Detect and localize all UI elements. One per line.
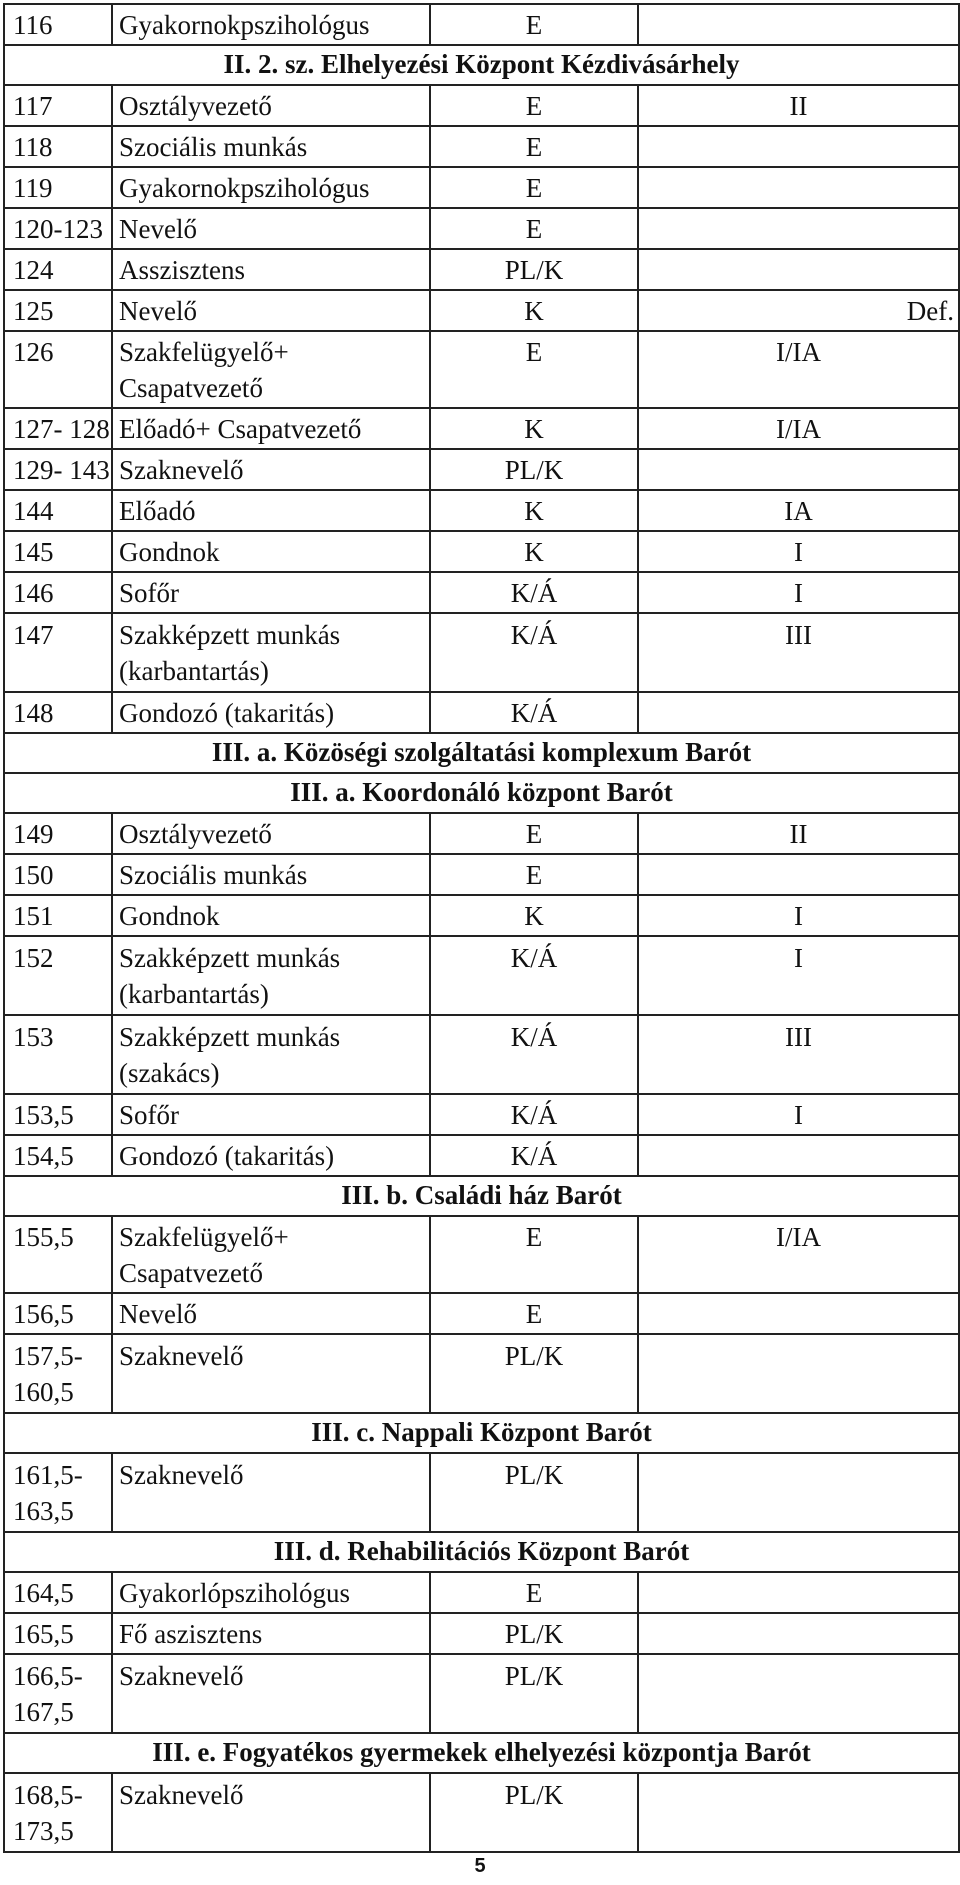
position-number: [4, 408, 112, 449]
table-row: [4, 1334, 959, 1413]
position-title-line2: (szakács): [119, 1058, 220, 1088]
position-title: [112, 813, 430, 854]
position-number: [4, 613, 112, 692]
position-number: [4, 1015, 112, 1094]
position-title-line: Gondozó (takaritás): [119, 698, 335, 728]
position-number-line: 120-123: [13, 214, 103, 244]
position-title: [112, 1654, 430, 1733]
position-number-line: 166,5-: [13, 1661, 83, 1691]
position-number: [4, 1773, 112, 1852]
position-number: [4, 813, 112, 854]
section-title: III. a. Koordonáló központ Barót: [4, 773, 959, 813]
position-type: K/Á: [430, 1015, 638, 1094]
table-row: [4, 4, 959, 45]
section-title: II. 2. sz. Elhelyezési Központ Kézdivásárhely: [4, 45, 959, 85]
position-number: [4, 4, 112, 45]
position-title-line: Szaknevelő: [119, 1661, 244, 1691]
position-title: [112, 1613, 430, 1654]
position-grade: [638, 1613, 959, 1654]
table-row: [4, 854, 959, 895]
table-row: [4, 1135, 959, 1176]
staff-table: [3, 3, 960, 1853]
table-row: [4, 1453, 959, 1532]
position-number-line: 147: [13, 620, 54, 650]
position-type: PL/K: [430, 1773, 638, 1852]
position-type: K: [430, 408, 638, 449]
position-number: [4, 1453, 112, 1532]
position-number-line2: 167,5: [13, 1697, 74, 1727]
position-type: PL/K: [430, 1654, 638, 1733]
position-number: [4, 1216, 112, 1293]
position-type: K: [430, 531, 638, 572]
position-number-line: 164,5: [13, 1578, 74, 1608]
position-title: [112, 1773, 430, 1852]
section-title: III. b. Családi ház Barót: [4, 1176, 959, 1216]
position-title: [112, 854, 430, 895]
position-number-line: 155,5: [13, 1222, 74, 1252]
position-number-line: 157,5-: [13, 1341, 83, 1371]
table-row: [4, 813, 959, 854]
position-grade: I: [638, 572, 959, 613]
position-number: [4, 531, 112, 572]
position-grade: [638, 1453, 959, 1532]
position-number-line: 153,5: [13, 1100, 74, 1130]
position-title: [112, 1094, 430, 1135]
position-number: [4, 854, 112, 895]
position-grade: [638, 1773, 959, 1852]
position-title-line: Szaknevelő: [119, 455, 244, 485]
position-number-line: 146: [13, 578, 54, 608]
table-row: [4, 1773, 959, 1852]
table-row: [4, 1094, 959, 1135]
staff-table-body: [4, 4, 959, 1852]
position-number-line: 152: [13, 943, 54, 973]
table-row: [4, 613, 959, 692]
position-grade: IA: [638, 490, 959, 531]
position-grade: I/IA: [638, 1216, 959, 1293]
position-title-line: Gondozó (takaritás): [119, 1141, 335, 1171]
section-title: III. c. Nappali Központ Barót: [4, 1413, 959, 1453]
position-type: K/Á: [430, 692, 638, 733]
position-grade: [638, 167, 959, 208]
position-type: K/Á: [430, 572, 638, 613]
position-title: [112, 249, 430, 290]
position-type: PL/K: [430, 449, 638, 490]
position-number-line: 125: [13, 296, 54, 326]
position-title: [112, 4, 430, 45]
position-title: [112, 126, 430, 167]
table-row: [4, 692, 959, 733]
position-title: [112, 290, 430, 331]
position-number: [4, 1613, 112, 1654]
position-number-line: 149: [13, 819, 54, 849]
position-title: [112, 1135, 430, 1176]
position-title-line: Előadó+ Csapatvezető: [119, 414, 362, 444]
position-grade: [638, 208, 959, 249]
position-number: [4, 208, 112, 249]
table-row: [4, 1216, 959, 1293]
position-number-line: 151: [13, 901, 54, 931]
table-row: [4, 531, 959, 572]
position-type: K/Á: [430, 1094, 638, 1135]
position-number: [4, 331, 112, 408]
position-number-line: 124: [13, 255, 54, 285]
position-title-line: Gondnok: [119, 901, 220, 931]
position-type: PL/K: [430, 1453, 638, 1532]
position-title-line2: (karbantartás): [119, 979, 269, 1009]
position-title-line: Nevelő: [119, 1299, 197, 1329]
position-grade: I: [638, 936, 959, 1015]
position-title: [112, 167, 430, 208]
position-title: [112, 531, 430, 572]
position-grade: [638, 1654, 959, 1733]
position-grade: I: [638, 1094, 959, 1135]
position-number: [4, 85, 112, 126]
position-type: E: [430, 1572, 638, 1613]
position-number-line2: 163,5: [13, 1496, 74, 1526]
position-title-line: Asszisztens: [119, 255, 245, 285]
section-title: III. a. Közöségi szolgáltatási komplexum Barót: [4, 733, 959, 773]
position-title-line: Gondnok: [119, 537, 220, 567]
position-title: [112, 490, 430, 531]
position-number-line: 144: [13, 496, 54, 526]
position-number-line: 117: [13, 91, 53, 121]
position-grade: [638, 1334, 959, 1413]
table-row: [4, 1654, 959, 1733]
position-grade: [638, 1572, 959, 1613]
position-title-line: Szakképzett munkás: [119, 943, 341, 973]
page-number: 5: [474, 1855, 486, 1877]
position-title: [112, 572, 430, 613]
position-type: E: [430, 331, 638, 408]
position-title: [112, 1216, 430, 1293]
position-type: K: [430, 895, 638, 936]
position-grade: [638, 1293, 959, 1334]
position-type: K/Á: [430, 936, 638, 1015]
position-grade: I/IA: [638, 408, 959, 449]
position-number: [4, 1293, 112, 1334]
position-type: PL/K: [430, 1334, 638, 1413]
position-title-line: Gyakorlópszihológus: [119, 1578, 350, 1608]
position-number-line: 165,5: [13, 1619, 74, 1649]
table-row: [4, 126, 959, 167]
position-title-line: Gyakornokpszihológus: [119, 173, 370, 203]
position-title-line: Szociális munkás: [119, 860, 308, 890]
position-title: [112, 85, 430, 126]
position-title: [112, 1015, 430, 1094]
position-number-line: 148: [13, 698, 54, 728]
table-row: [4, 490, 959, 531]
table-row: [4, 936, 959, 1015]
table-row: [4, 1572, 959, 1613]
position-type: E: [430, 1293, 638, 1334]
position-title: [112, 936, 430, 1015]
section-header-row: [4, 1532, 959, 1572]
position-title-line: Sofőr: [119, 1100, 179, 1130]
position-grade: I/IA: [638, 331, 959, 408]
position-title-line: Nevelő: [119, 214, 197, 244]
position-number-line: 153: [13, 1022, 54, 1052]
position-number: [4, 1135, 112, 1176]
position-type: K: [430, 490, 638, 531]
position-type: E: [430, 208, 638, 249]
section-header-row: [4, 1176, 959, 1216]
position-grade: I: [638, 531, 959, 572]
position-number-line: 145: [13, 537, 54, 567]
section-header-row: [4, 1413, 959, 1453]
position-title-line: Előadó: [119, 496, 196, 526]
position-number: [4, 1334, 112, 1413]
table-row: [4, 1613, 959, 1654]
section-header-row: [4, 1733, 959, 1773]
position-title-line: Szakképzett munkás: [119, 1022, 341, 1052]
section-title: III. d. Rehabilitációs Központ Barót: [4, 1532, 959, 1572]
position-number-line: 126: [13, 337, 54, 367]
position-type: K/Á: [430, 613, 638, 692]
position-grade: II: [638, 85, 959, 126]
position-grade: [638, 854, 959, 895]
position-title: [112, 613, 430, 692]
position-title-line: Szaknevelő: [119, 1780, 244, 1810]
position-number-line2: 160,5: [13, 1377, 74, 1407]
position-title-line: Szaknevelő: [119, 1460, 244, 1490]
position-type: PL/K: [430, 249, 638, 290]
table-row: [4, 290, 959, 331]
position-type: E: [430, 4, 638, 45]
position-title: [112, 692, 430, 733]
position-number-line: 156,5: [13, 1299, 74, 1329]
table-row: [4, 1293, 959, 1334]
position-title: [112, 1572, 430, 1613]
position-number: [4, 449, 112, 490]
section-header-row: [4, 733, 959, 773]
section-title: III. e. Fogyatékos gyermekek elhelyezési központja Barót: [4, 1733, 959, 1773]
position-title: [112, 1334, 430, 1413]
position-title: [112, 1293, 430, 1334]
position-number: [4, 167, 112, 208]
table-row: [4, 85, 959, 126]
position-number: [4, 1572, 112, 1613]
position-title-line: Szakképzett munkás: [119, 620, 341, 650]
position-number-line: 127- 128: [13, 414, 110, 444]
section-header-row: [4, 45, 959, 85]
position-number: [4, 1094, 112, 1135]
position-title-line: Osztályvezető: [119, 91, 272, 121]
position-title-line2: (karbantartás): [119, 656, 269, 686]
position-grade: [638, 249, 959, 290]
table-row: [4, 895, 959, 936]
table-row: [4, 167, 959, 208]
position-number-line2: 173,5: [13, 1816, 74, 1846]
position-number: [4, 895, 112, 936]
position-number-line: 119: [13, 173, 53, 203]
position-grade: [638, 4, 959, 45]
position-number-line: 118: [13, 132, 53, 162]
position-grade: [638, 449, 959, 490]
position-grade: [638, 692, 959, 733]
position-type: K: [430, 290, 638, 331]
position-title-line: Osztályvezető: [119, 819, 272, 849]
position-type: E: [430, 167, 638, 208]
position-number: [4, 249, 112, 290]
position-number-line: 168,5-: [13, 1780, 83, 1810]
position-title-line: Nevelő: [119, 296, 197, 326]
position-number: [4, 572, 112, 613]
position-title: [112, 331, 430, 408]
position-grade: [638, 126, 959, 167]
position-number: [4, 692, 112, 733]
position-title-line: Szakfelügyelő+ Csapatvezető: [119, 1222, 289, 1288]
position-type: E: [430, 1216, 638, 1293]
position-type: K/Á: [430, 1135, 638, 1176]
position-title-line: Fő aszisztens: [119, 1619, 263, 1649]
position-type: PL/K: [430, 1613, 638, 1654]
position-title-line: Gyakornokpszihológus: [119, 10, 370, 40]
position-type: E: [430, 854, 638, 895]
position-number-line: 161,5-: [13, 1460, 83, 1490]
position-number-line: 150: [13, 860, 54, 890]
position-grade: III: [638, 1015, 959, 1094]
section-header-row: [4, 773, 959, 813]
table-row: [4, 249, 959, 290]
position-grade: [638, 1135, 959, 1176]
position-type: E: [430, 85, 638, 126]
position-title-line: Szociális munkás: [119, 132, 308, 162]
position-grade: I: [638, 895, 959, 936]
table-row: [4, 331, 959, 408]
position-number: [4, 1654, 112, 1733]
table-row: [4, 572, 959, 613]
position-number: [4, 936, 112, 1015]
position-title-line: Szakfelügyelő+ Csapatvezető: [119, 337, 289, 403]
position-number-line: 154,5: [13, 1141, 74, 1171]
position-number-line: 129- 143: [13, 455, 110, 485]
position-title: [112, 208, 430, 249]
position-number: [4, 290, 112, 331]
position-title: [112, 1453, 430, 1532]
position-grade: III: [638, 613, 959, 692]
table-row: [4, 208, 959, 249]
position-title: [112, 449, 430, 490]
position-type: E: [430, 813, 638, 854]
table-row: [4, 408, 959, 449]
position-title: [112, 895, 430, 936]
table-row: [4, 449, 959, 490]
position-grade: Def.: [638, 290, 959, 331]
position-number: [4, 126, 112, 167]
position-title: [112, 408, 430, 449]
position-title-line: Szaknevelő: [119, 1341, 244, 1371]
position-grade: II: [638, 813, 959, 854]
table-row: [4, 1015, 959, 1094]
position-title-line: Sofőr: [119, 578, 179, 608]
position-number: [4, 490, 112, 531]
position-number-line: 116: [13, 10, 53, 40]
position-type: E: [430, 126, 638, 167]
